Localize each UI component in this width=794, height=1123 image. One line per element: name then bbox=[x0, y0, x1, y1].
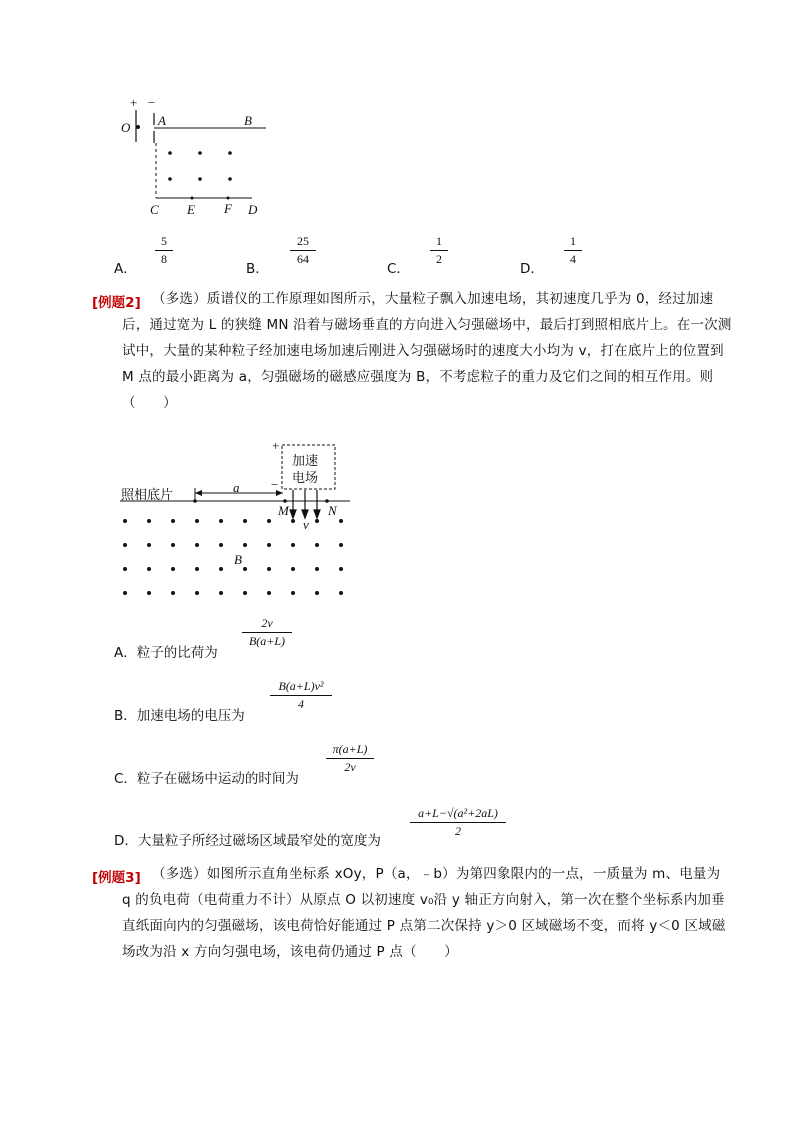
field-dot bbox=[291, 519, 295, 523]
ex2-option-b-fraction: B(a+L)v² 4 bbox=[270, 679, 332, 712]
field-dot bbox=[147, 567, 151, 571]
label-v: v bbox=[303, 517, 309, 532]
field-label-1: 加速 bbox=[292, 454, 319, 469]
field-dot bbox=[339, 591, 343, 595]
label-A: A bbox=[158, 113, 166, 128]
example-3-text: （多选）如图所示直角坐标系 xOy，P（a，﹣b）为第四象限内的一点，一质量为 m、电量为 q 的负电荷（电荷重力不计）从原点 O 以初速度 v₀沿 y 轴正方向射入，第一次在整个坐标系内加垂直纸面向内的匀强磁场，该电荷恰好能通过 P 点第二次保持 y＞0 区域磁场不变，而将 y＜0 区域磁场改为沿 x 方向匀强电场，该电荷仍通过 P 点（ ） bbox=[122, 866, 726, 960]
field-dot bbox=[123, 543, 127, 547]
field-dot bbox=[243, 591, 247, 595]
field-dot bbox=[219, 591, 223, 595]
figure-1 bbox=[110, 95, 280, 225]
q1-option-b-letter: B． bbox=[246, 261, 269, 277]
plus-sign: + bbox=[130, 95, 138, 110]
q1-option-a-letter: A． bbox=[114, 261, 137, 277]
field-label-2: 电场 bbox=[292, 471, 319, 486]
field-dots bbox=[168, 151, 232, 181]
field-dot bbox=[339, 519, 343, 523]
field-dot bbox=[123, 567, 127, 571]
label-F: F bbox=[224, 201, 232, 216]
field-dot bbox=[219, 543, 223, 547]
minus-sign-2: − bbox=[271, 477, 279, 492]
label-N: N bbox=[328, 503, 337, 518]
figure-2-svg bbox=[115, 440, 360, 605]
ex2-option-c-fraction: π(a+L) 2v bbox=[326, 742, 374, 775]
field-dot bbox=[195, 567, 199, 571]
field-dot bbox=[195, 543, 199, 547]
field-dot bbox=[315, 567, 319, 571]
q1-option-d-letter: D． bbox=[520, 261, 544, 277]
field-dot bbox=[339, 567, 343, 571]
field-dot bbox=[243, 567, 247, 571]
field-dot bbox=[195, 591, 199, 595]
label-B-field: B bbox=[234, 552, 242, 567]
ex2-option-a-fraction: 2v B(a+L) bbox=[242, 616, 292, 649]
field-dot bbox=[195, 519, 199, 523]
label-B: B bbox=[244, 113, 252, 128]
field-dot bbox=[291, 591, 295, 595]
example-2-tag: [例题2] bbox=[92, 295, 141, 311]
label-D: D bbox=[248, 202, 258, 217]
field-dot bbox=[243, 543, 247, 547]
field-dot bbox=[171, 519, 175, 523]
field-dot bbox=[267, 567, 271, 571]
field-dot bbox=[123, 591, 127, 595]
field-dot bbox=[267, 543, 271, 547]
field-dot bbox=[147, 543, 151, 547]
q1-option-c-letter: C． bbox=[387, 261, 410, 277]
field-dot bbox=[267, 519, 271, 523]
field-dot bbox=[243, 519, 247, 523]
label-M: M bbox=[278, 503, 289, 518]
field-dot bbox=[339, 543, 343, 547]
field-dot bbox=[219, 567, 223, 571]
field-dot bbox=[315, 519, 319, 523]
plus-sign-2: + bbox=[272, 438, 280, 453]
field-dot bbox=[315, 591, 319, 595]
field-dot bbox=[291, 543, 295, 547]
minus-sign: − bbox=[148, 95, 156, 110]
field-dot bbox=[171, 543, 175, 547]
field-dot bbox=[147, 519, 151, 523]
field-dot bbox=[171, 567, 175, 571]
ex2-option-d-fraction: a+L−√(a²+2aL) 2 bbox=[410, 806, 506, 839]
label-C: C bbox=[150, 202, 159, 217]
field-dot bbox=[147, 591, 151, 595]
ex2-option-b-text: B．加速电场的电压为 bbox=[114, 708, 245, 724]
figure-2 bbox=[115, 440, 360, 605]
label-a: a bbox=[233, 480, 240, 495]
field-dot bbox=[123, 519, 127, 523]
field-dot bbox=[219, 519, 223, 523]
magnetic-field-dots bbox=[123, 519, 343, 595]
example-3-tag: [例题3] bbox=[92, 870, 141, 886]
field-dot bbox=[291, 567, 295, 571]
q1-option-a-fraction: 5 8 bbox=[155, 234, 173, 267]
q1-option-b-fraction: 25 64 bbox=[290, 234, 316, 267]
label-E: E bbox=[187, 202, 195, 217]
ex2-option-a-text: A．粒子的比荷为 bbox=[114, 645, 218, 661]
field-dot bbox=[315, 543, 319, 547]
q1-option-c-fraction: 1 2 bbox=[430, 234, 448, 267]
q1-option-d-fraction: 1 4 bbox=[564, 234, 582, 267]
field-dot bbox=[171, 591, 175, 595]
field-dot bbox=[267, 591, 271, 595]
ex2-option-c-text: C．粒子在磁场中运动的时间为 bbox=[114, 771, 299, 787]
plate-label: 照相底片 bbox=[121, 488, 174, 503]
example-2-text: （多选）质谱仪的工作原理如图所示，大量粒子飘入加速电场，其初速度几乎为 0，经过加速后，通过宽为 L 的狭缝 MN 沿着与磁场垂直的方向进入匀强磁场中，最后打到照相底片上。在一次测试中，大量的某种粒子经加速电场加速后刚进入匀强磁场时的速度大小均为 v，打在底片上的位置到 M 点的最小距离为 a，匀强磁场的磁感应强度为 B，不考虑粒子的重力及它们之间的相互作用。则（ ） bbox=[122, 291, 732, 411]
label-O: O bbox=[121, 120, 131, 135]
ex2-option-d-text: D．大量粒子所经过磁场区域最窄处的宽度为 bbox=[114, 833, 381, 849]
